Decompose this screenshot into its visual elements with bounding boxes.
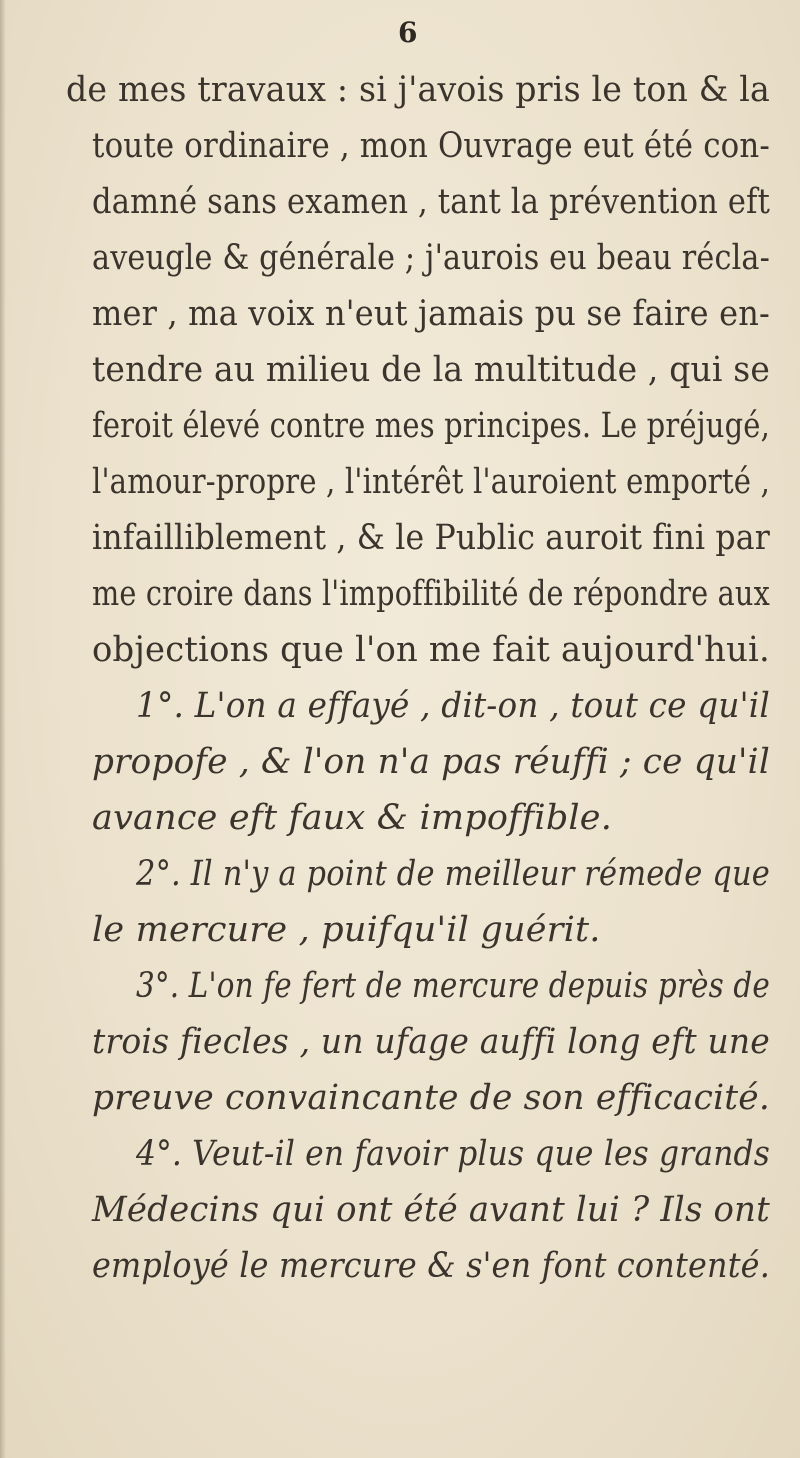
text-line: infailliblement , & le Public auroit fini par bbox=[92, 518, 770, 558]
text-line: mer , ma voix n'eut jamais pu se faire en- bbox=[92, 294, 770, 334]
text-line: 1°. L'on a effayé , dit-on , tout ce qu'il bbox=[136, 686, 771, 726]
page-edge-shadow bbox=[0, 0, 6, 1458]
text-line: toute ordinaire , mon Ouvrage eut été con- bbox=[92, 126, 771, 166]
text-line: trois fiecles , un ufage auffi long eft une bbox=[92, 1022, 771, 1062]
text-line: employé le mercure & s'en font contenté. bbox=[92, 1246, 771, 1286]
text-line: le mercure , puifqu'il guérit. bbox=[92, 910, 601, 950]
page-number: 6 bbox=[398, 16, 418, 49]
text-line: propofe , & l'on n'a pas réuffi ; ce qu'il bbox=[92, 742, 770, 782]
text-line: me croire dans l'impoffibilité de répondre aux bbox=[92, 574, 770, 614]
text-line: de mes travaux : si j'avois pris le ton & la bbox=[66, 70, 770, 110]
text-line: aveugle & générale ; j'aurois eu beau récla- bbox=[92, 238, 770, 278]
text-line: 4°. Veut-il en favoir plus que les grands bbox=[136, 1134, 771, 1174]
text-line: l'amour-propre , l'intérêt l'auroient emporté , bbox=[92, 462, 771, 502]
text-line: Médecins qui ont été avant lui ? Ils ont bbox=[92, 1190, 770, 1230]
text-line: 2°. Il n'y a point de meilleur rémede que bbox=[136, 854, 771, 894]
text-line: avance eft faux & impoffible. bbox=[92, 798, 613, 838]
text-line: preuve convaincante de son efficacité. bbox=[92, 1078, 770, 1118]
text-line: 3°. L'on fe fert de mercure depuis près de bbox=[136, 966, 770, 1006]
text-line: objections que l'on me fait aujourd'hui. bbox=[92, 630, 770, 670]
text-line: damné sans examen , tant la prévention eft bbox=[92, 182, 771, 222]
text-line: tendre au milieu de la multitude , qui se bbox=[92, 350, 771, 390]
text-line: feroit élevé contre mes principes. Le préjugé, bbox=[92, 406, 770, 446]
